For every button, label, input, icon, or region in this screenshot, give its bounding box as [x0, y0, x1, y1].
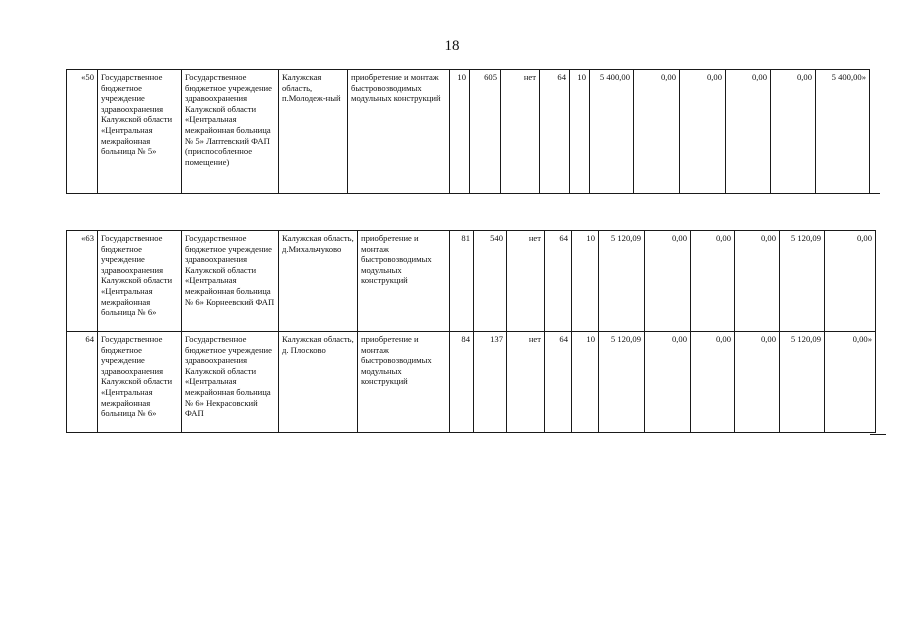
value-cell-6: 81	[450, 231, 474, 332]
value-cell-8: нет	[501, 70, 540, 194]
work-type-cell: приобретение и монтаж быстровозводимых модульных конструкций	[358, 231, 450, 332]
value-cell-14: 0,00	[726, 70, 771, 194]
work-type-cell: приобретение и монтаж быстровозводимых модульных конструкций	[348, 70, 450, 194]
value-cell-15: 0,00	[771, 70, 816, 194]
location-cell: Калужская область, д.Михальчуково	[279, 231, 358, 332]
page-number: 18	[444, 38, 460, 54]
value-cell-13: 0,00	[680, 70, 726, 194]
value-cell-8: нет	[507, 231, 545, 332]
value-cell-6: 84	[450, 332, 474, 433]
value-cell-13: 0,00	[691, 332, 735, 433]
facility-cell: Государственное бюджетное учреждение здравоохранения Калужской области «Центральная межрайонная больница № 6» Корнеевский ФАП	[182, 231, 279, 332]
value-cell-7: 605	[470, 70, 501, 194]
value-cell-10: 10	[570, 70, 590, 194]
value-cell-16: 5 400,00»	[816, 70, 870, 194]
table-1	[66, 69, 870, 194]
value-cell-12: 0,00	[634, 70, 680, 194]
facility-cell: Государственное бюджетное учреждение здравоохранения Калужской области «Центральная межрайонная больница № 5» Лаптевский ФАП (приспособленное помещение)	[182, 70, 279, 194]
institution-cell: Государственное бюджетное учреждение здравоохранения Калужской области «Центральная межрайонная больница № 6»	[98, 332, 182, 433]
value-cell-9: 64	[545, 332, 572, 433]
row-number-cell: «50	[67, 70, 98, 194]
value-cell-10: 10	[572, 332, 599, 433]
location-cell: Калужская область, д. Плосково	[279, 332, 358, 433]
table-row	[67, 332, 876, 433]
table-tail-line	[868, 193, 880, 194]
value-cell-14: 0,00	[735, 231, 780, 332]
table-row	[67, 231, 876, 332]
value-cell-11: 5 120,09	[599, 332, 645, 433]
table-tail-line	[870, 434, 886, 435]
value-cell-7: 137	[474, 332, 507, 433]
value-cell-7: 540	[474, 231, 507, 332]
institution-cell: Государственное бюджетное учреждение здравоохранения Калужской области «Центральная межрайонная больница № 5»	[98, 70, 182, 194]
value-cell-15: 5 120,09	[780, 332, 825, 433]
value-cell-9: 64	[540, 70, 570, 194]
value-cell-12: 0,00	[645, 231, 691, 332]
location-cell: Калужская область, п.Молодеж-ный	[279, 70, 348, 194]
row-number-cell: 64	[67, 332, 98, 433]
value-cell-6: 10	[450, 70, 470, 194]
facility-cell: Государственное бюджетное учреждение здравоохранения Калужской области «Центральная межрайонная больница № 6» Некрасовский ФАП	[182, 332, 279, 433]
table-2	[66, 230, 876, 433]
institution-cell: Государственное бюджетное учреждение здравоохранения Калужской области «Центральная межрайонная больница № 6»	[98, 231, 182, 332]
work-type-cell: приобретение и монтаж быстровозводимых модульных конструкций	[358, 332, 450, 433]
value-cell-9: 64	[545, 231, 572, 332]
value-cell-13: 0,00	[691, 231, 735, 332]
row-number-cell: «63	[67, 231, 98, 332]
value-cell-11: 5 400,00	[590, 70, 634, 194]
value-cell-16: 0,00	[825, 231, 876, 332]
value-cell-16: 0,00»	[825, 332, 876, 433]
table-row	[67, 70, 870, 194]
value-cell-8: нет	[507, 332, 545, 433]
value-cell-10: 10	[572, 231, 599, 332]
value-cell-15: 5 120,09	[780, 231, 825, 332]
value-cell-12: 0,00	[645, 332, 691, 433]
value-cell-14: 0,00	[735, 332, 780, 433]
value-cell-11: 5 120,09	[599, 231, 645, 332]
